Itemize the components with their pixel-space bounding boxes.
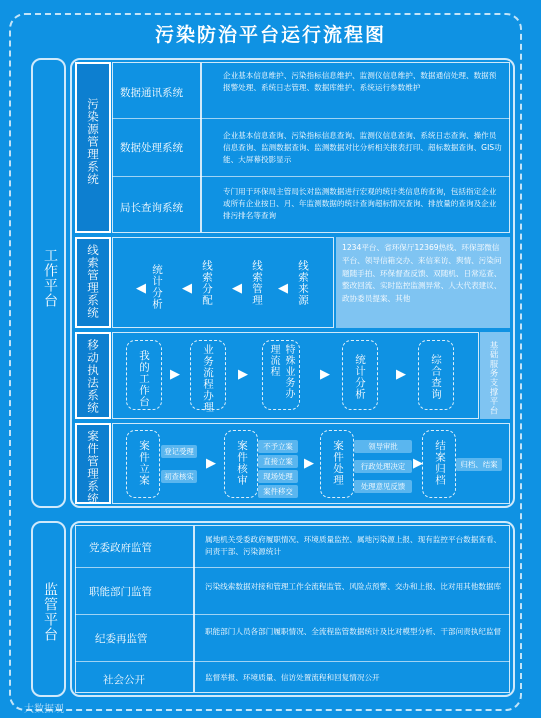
arrow-left-icon: ◀ (136, 281, 146, 296)
case-verify-pill: 初查核实 (161, 470, 197, 483)
case-approval-pill: 领导审批 (354, 440, 412, 453)
arrow-right-icon: ▶ (206, 456, 216, 471)
supervision-sep-2 (75, 614, 510, 615)
party-gov-supervision-label: 党委政府监管 (89, 542, 152, 554)
data-comm-system-label: 数据通讯系统 (120, 87, 183, 99)
work-platform-label: 工作平台 (42, 248, 58, 308)
case-filing: 案件立案 (138, 440, 150, 486)
mobile-system-label: 移动执法系统 (86, 339, 100, 414)
public-disclosure-desc: 监督举报、环境质量、信访处置流程和回复情况公开 (205, 673, 380, 682)
case-system-label: 案件管理系统 (86, 430, 100, 505)
case-transfer-pill: 案件移交 (258, 485, 298, 498)
case-direct-filing-pill: 直接立案 (258, 455, 298, 468)
clue-step-stats: 统计分析 (151, 264, 163, 310)
pollution-source-label: 污染源管理系统 (86, 98, 100, 186)
case-onsite-pill: 现场处理 (258, 470, 298, 483)
discipline-supervision-label: 纪委再监管 (95, 633, 148, 645)
arrow-left-icon: ◀ (278, 281, 288, 296)
case-decision-pill: 行政处理决定 (354, 460, 412, 473)
support-platform-label: 基础服务支撑平台 (489, 341, 499, 416)
arrow-right-icon: ▶ (320, 367, 330, 382)
clue-step-source: 线索来源 (297, 260, 309, 306)
pollution-sep-1 (112, 118, 510, 119)
mobile-step-special: 特殊业务办理流程 (268, 344, 294, 399)
arrow-left-icon: ◀ (182, 281, 192, 296)
functional-dept-supervision-label: 职能部门监管 (89, 586, 152, 598)
clue-system-label: 线索管理系统 (86, 244, 100, 319)
mobile-step-stats: 统计分析 (354, 354, 366, 400)
data-process-system-label: 数据处理系统 (120, 142, 183, 154)
page-title: 污染防治平台运行流程图 (154, 24, 386, 46)
discipline-supervision-desc: 职能部门人员各部门履职情况、全流程监管数据统计及比对模型分析、干部问责执纪监督 (205, 627, 502, 636)
data-process-system-desc: 企业基本信息查询、污染指标信息查询、监测仪信息查询、系统日志查询、操作员信息查询、监测数据查询、监测数据对比分析相关报表打印、超标数据查询、GIS功能、大屏幕投影显示 (223, 131, 502, 165)
case-handling: 案件处理 (332, 440, 344, 486)
supervision-label: 监管平台 (42, 582, 58, 642)
public-disclosure-label: 社会公开 (103, 674, 145, 686)
case-feedback-pill: 处理意见反馈 (354, 480, 412, 493)
arrow-right-icon: ▶ (413, 456, 423, 471)
director-query-system-label: 局长查询系统 (120, 202, 183, 214)
case-no-filing-pill: 不予立案 (258, 440, 298, 453)
arrow-right-icon: ▶ (304, 456, 314, 471)
mobile-step-workbench: 我的工作台 (138, 350, 150, 408)
supervision-sep-1 (75, 567, 510, 568)
case-close: 结案归档 (434, 440, 446, 486)
mobile-step-business: 业务流程办理 (202, 344, 214, 413)
case-review: 案件核审 (236, 440, 248, 486)
clue-step-manage: 线索管理 (251, 260, 263, 306)
arrow-right-icon: ▶ (396, 367, 406, 382)
clue-sources-text: 1234平台、省环保厅12369热线、环保部微信平台、领导信箱交办、来信来访、舆情、污染问题随手拍、环保督查反馈、双随机、日常巡查、整改回流、实时监控监测异常、人大代表建议、政协委员提案、其他 (342, 243, 502, 304)
mobile-step-query: 综合查询 (430, 354, 442, 400)
case-archive-pill: 归档、结案 (456, 458, 502, 471)
supervision-sep-3 (75, 661, 510, 662)
case-register-pill: 登记受理 (161, 445, 197, 458)
watermark: 大数据观 (24, 704, 64, 715)
party-gov-supervision-desc: 属地机关受委政府履职情况、环境质量监控、属地污染源上报、现有监控平台数据查看、问责干部、污染源统计 (205, 535, 502, 557)
pollution-sep-2 (112, 176, 510, 177)
functional-dept-supervision-desc: 污染线索数据对接和管理工作全流程监管、风险点预警、交办和上报、比对用其他数据库 (205, 582, 502, 591)
arrow-right-icon: ▶ (170, 367, 180, 382)
director-query-system-desc: 专门用于环保局主管局长对监测数据进行宏观的统计类信息的查询，包括指定企业或所有企业按日、月、年监测数据的统计查询超标情况查询、排放量的查询及企业排污排名等查询 (223, 187, 497, 221)
arrow-left-icon: ◀ (232, 281, 242, 296)
data-comm-system-desc: 企业基本信息维护、污染指标信息维护、监测仪信息维护、数据通信处理、数据预报警处理、系统日志管理、数据库维护、系统运行参数维护 (223, 71, 497, 93)
arrow-right-icon: ▶ (238, 367, 248, 382)
clue-step-assign: 线索分配 (201, 260, 213, 306)
